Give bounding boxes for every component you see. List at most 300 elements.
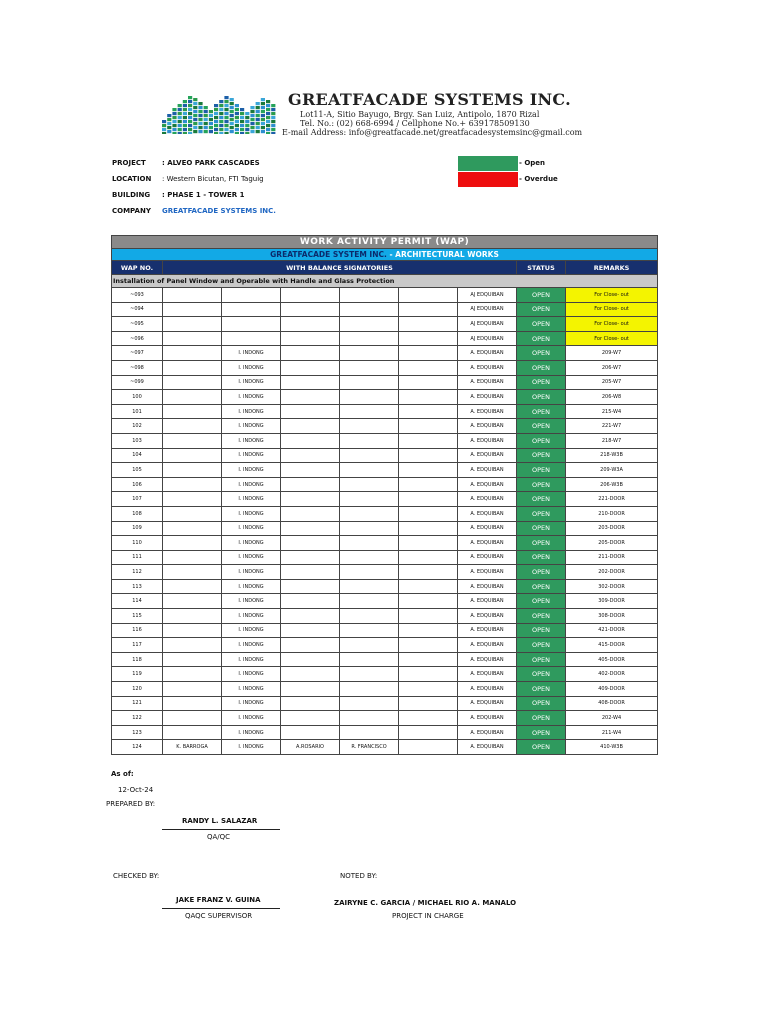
signatory-4-cell <box>340 375 399 390</box>
signatory-4-cell <box>340 317 399 332</box>
signatory-4-cell <box>340 404 399 419</box>
table-row <box>112 667 658 682</box>
signatory-6-cell: A. EDQUIBAN <box>458 346 517 361</box>
wap-no-cell: 117 <box>112 638 163 653</box>
remarks-cell: 218-W7 <box>566 433 658 448</box>
signatory-4-cell <box>340 463 399 478</box>
status-cell: OPEN <box>517 682 566 697</box>
signatory-5-cell <box>399 521 458 536</box>
wap-no-cell: ~098 <box>112 360 163 375</box>
remarks-cell: 410-W3B <box>566 740 658 755</box>
signatory-3-cell <box>281 579 340 594</box>
signatory-6-cell: A. EDQUIBAN <box>458 652 517 667</box>
status-cell: OPEN <box>517 448 566 463</box>
noted-by-role: PROJECT IN CHARGE <box>392 912 464 920</box>
wap-no-cell: 111 <box>112 550 163 565</box>
signatory-1-cell <box>163 623 222 638</box>
signatory-5-cell <box>399 696 458 711</box>
signatory-2-cell: I. INDONG <box>222 477 281 492</box>
table-title: WORK ACTIVITY PERMIT (WAP) <box>112 236 658 249</box>
signatory-1-cell <box>163 550 222 565</box>
signatory-1-cell <box>163 506 222 521</box>
table-row <box>112 506 658 521</box>
signatory-2-cell: I. INDONG <box>222 463 281 478</box>
remarks-cell: For Close- out <box>566 302 658 317</box>
status-cell: OPEN <box>517 346 566 361</box>
status-cell: OPEN <box>517 506 566 521</box>
status-cell: OPEN <box>517 696 566 711</box>
status-cell: OPEN <box>517 463 566 478</box>
signatory-1-cell <box>163 667 222 682</box>
signatory-6-cell: A. EDQUIBAN <box>458 463 517 478</box>
table-row <box>112 682 658 697</box>
signatory-3-cell <box>281 565 340 580</box>
remarks-cell: 206-W3B <box>566 477 658 492</box>
table-row <box>112 711 658 726</box>
signatory-6-cell: A. EDQUIBAN <box>458 609 517 624</box>
company-name: GREATFACADE SYSTEMS INC. <box>288 90 572 109</box>
signatory-2-cell: I. INDONG <box>222 725 281 740</box>
status-cell: OPEN <box>517 433 566 448</box>
signatory-4-cell <box>340 682 399 697</box>
wap-no-cell: 115 <box>112 609 163 624</box>
remarks-cell: 421-DOOR <box>566 623 658 638</box>
signatory-5-cell <box>399 317 458 332</box>
company-label: COMPANY <box>112 207 151 215</box>
signatory-3-cell <box>281 550 340 565</box>
wap-no-cell: 109 <box>112 521 163 536</box>
signatory-6-cell: A. EDQUIBAN <box>458 477 517 492</box>
checked-by-role: QAQC SUPERVISOR <box>185 912 253 920</box>
signatory-3-cell <box>281 667 340 682</box>
signatory-4-cell <box>340 492 399 507</box>
signatory-6-cell: A. EDQUIBAN <box>458 506 517 521</box>
table-row <box>112 302 658 317</box>
signatory-3-cell <box>281 492 340 507</box>
status-cell: OPEN <box>517 667 566 682</box>
signatory-2-cell: I. INDONG <box>222 419 281 434</box>
status-cell: OPEN <box>517 565 566 580</box>
wap-no-cell: 107 <box>112 492 163 507</box>
status-cell: OPEN <box>517 477 566 492</box>
signatory-3-cell <box>281 536 340 551</box>
remarks-cell: 211-W4 <box>566 725 658 740</box>
signatory-2-cell: I. INDONG <box>222 565 281 580</box>
signatory-6-cell: A. EDQUIBAN <box>458 521 517 536</box>
signatory-5-cell <box>399 550 458 565</box>
status-cell: OPEN <box>517 725 566 740</box>
subtitle-works: - ARCHITECTURAL WORKS <box>386 250 499 259</box>
header-wap-no: WAP NO. <box>112 261 163 275</box>
remarks-cell: 308-DOOR <box>566 609 658 624</box>
wap-no-cell: 119 <box>112 667 163 682</box>
signatory-5-cell <box>399 623 458 638</box>
location-label: LOCATION <box>112 175 152 183</box>
signatory-6-cell: A. EDQUIBAN <box>458 390 517 405</box>
status-cell: OPEN <box>517 404 566 419</box>
signatory-4-cell <box>340 696 399 711</box>
table-row <box>112 536 658 551</box>
remarks-cell: 205-W7 <box>566 375 658 390</box>
table-row <box>112 696 658 711</box>
signatory-1-cell <box>163 463 222 478</box>
signatory-3-cell <box>281 317 340 332</box>
remarks-cell: 209-W3A <box>566 463 658 478</box>
status-cell: OPEN <box>517 609 566 624</box>
signatory-4-cell <box>340 579 399 594</box>
project-value: : ALVEO PARK CASCADES <box>162 159 260 167</box>
signatory-1-cell: K. BARROGA <box>163 740 222 755</box>
signatory-5-cell <box>399 652 458 667</box>
signatory-2-cell: I. INDONG <box>222 360 281 375</box>
status-cell: OPEN <box>517 492 566 507</box>
status-cell: OPEN <box>517 638 566 653</box>
signatory-5-cell <box>399 638 458 653</box>
signatory-6-cell: A. EDQUIBAN <box>458 711 517 726</box>
prepared-signature-line <box>162 829 280 830</box>
remarks-cell: For Close- out <box>566 331 658 346</box>
wap-no-cell: 102 <box>112 419 163 434</box>
signatory-3-cell <box>281 419 340 434</box>
signatory-3-cell: A.ROSARIO <box>281 740 340 755</box>
signatory-4-cell <box>340 360 399 375</box>
building-value: : PHASE 1 - TOWER 1 <box>162 191 245 199</box>
signatory-1-cell <box>163 288 222 303</box>
signatory-4-cell <box>340 609 399 624</box>
signatory-2-cell: I. INDONG <box>222 390 281 405</box>
status-cell: OPEN <box>517 594 566 609</box>
status-cell: OPEN <box>517 521 566 536</box>
signatory-2-cell: I. INDONG <box>222 346 281 361</box>
signatory-5-cell <box>399 711 458 726</box>
signatory-1-cell <box>163 521 222 536</box>
signatory-4-cell <box>340 433 399 448</box>
signatory-1-cell <box>163 433 222 448</box>
wap-no-cell: 106 <box>112 477 163 492</box>
signatory-6-cell: AJ EDQUIBAN <box>458 302 517 317</box>
status-cell: OPEN <box>517 288 566 303</box>
remarks-cell: 202-W4 <box>566 711 658 726</box>
company-address: Lot11-A, Sitio Bayugo, Brgy. San Luiz, Antipolo, 1870 Rizal <box>300 110 540 119</box>
status-cell: OPEN <box>517 579 566 594</box>
table-row <box>112 360 658 375</box>
noted-by-label: NOTED BY: <box>340 872 378 880</box>
signatory-3-cell <box>281 609 340 624</box>
signatory-1-cell <box>163 360 222 375</box>
company-email: E-mail Address: info@greatfacade.net/greatfacadesystemsinc@gmail.com <box>282 128 583 137</box>
signatory-4-cell <box>340 711 399 726</box>
signatory-5-cell <box>399 346 458 361</box>
signatory-5-cell <box>399 288 458 303</box>
wap-no-cell: ~097 <box>112 346 163 361</box>
wap-no-cell: 123 <box>112 725 163 740</box>
signatory-2-cell: I. INDONG <box>222 404 281 419</box>
signatory-3-cell <box>281 433 340 448</box>
signatory-4-cell <box>340 331 399 346</box>
signatory-4-cell <box>340 623 399 638</box>
signatory-1-cell <box>163 725 222 740</box>
remarks-cell: 205-DOOR <box>566 536 658 551</box>
company-value: GREATFACADE SYSTEMS INC. <box>162 207 276 215</box>
signatory-5-cell <box>399 667 458 682</box>
signatory-2-cell <box>222 317 281 332</box>
company-tel: Tel. No.: (02) 668-6994 / Cellphone No.+ 639178509130 <box>300 119 530 128</box>
wap-no-cell: ~096 <box>112 331 163 346</box>
table-row <box>112 565 658 580</box>
table-row <box>112 346 658 361</box>
wap-no-cell: 118 <box>112 652 163 667</box>
signatory-2-cell: I. INDONG <box>222 506 281 521</box>
checked-by-name: JAKE FRANZ V. GUINA <box>176 896 261 904</box>
table-row <box>112 317 658 332</box>
signatory-5-cell <box>399 404 458 419</box>
table-row <box>112 594 658 609</box>
table-row <box>112 390 658 405</box>
signatory-2-cell: I. INDONG <box>222 550 281 565</box>
signatory-2-cell <box>222 288 281 303</box>
signatory-2-cell: I. INDONG <box>222 521 281 536</box>
status-cell: OPEN <box>517 375 566 390</box>
signatory-3-cell <box>281 360 340 375</box>
signatory-1-cell <box>163 302 222 317</box>
remarks-cell: 309-DOOR <box>566 594 658 609</box>
signatory-3-cell <box>281 594 340 609</box>
signatory-5-cell <box>399 463 458 478</box>
wap-no-cell: 114 <box>112 594 163 609</box>
noted-by-name: ZAIRYNE C. GARCIA / MICHAEL RIO A. MANALO <box>334 899 517 907</box>
signatory-4-cell <box>340 725 399 740</box>
signatory-2-cell: I. INDONG <box>222 696 281 711</box>
signatory-1-cell <box>163 609 222 624</box>
signatory-1-cell <box>163 375 222 390</box>
signatory-6-cell: A. EDQUIBAN <box>458 404 517 419</box>
signatory-6-cell: A. EDQUIBAN <box>458 682 517 697</box>
building-label: BUILDING <box>112 191 151 199</box>
signatory-5-cell <box>399 477 458 492</box>
signatory-2-cell: I. INDONG <box>222 579 281 594</box>
status-cell: OPEN <box>517 550 566 565</box>
signatory-1-cell <box>163 390 222 405</box>
signatory-2-cell: I. INDONG <box>222 594 281 609</box>
remarks-cell: 405-DOOR <box>566 652 658 667</box>
status-cell: OPEN <box>517 360 566 375</box>
signatory-1-cell <box>163 682 222 697</box>
signatory-6-cell: A. EDQUIBAN <box>458 375 517 390</box>
signatory-4-cell <box>340 390 399 405</box>
signatory-1-cell <box>163 565 222 580</box>
signatory-4-cell <box>340 448 399 463</box>
signatory-2-cell: I. INDONG <box>222 623 281 638</box>
table-row <box>112 463 658 478</box>
signatory-4-cell: R. FRANCISCO <box>340 740 399 755</box>
wap-no-cell: 105 <box>112 463 163 478</box>
signatory-6-cell: A. EDQUIBAN <box>458 448 517 463</box>
signatory-2-cell: I. INDONG <box>222 375 281 390</box>
status-cell: OPEN <box>517 740 566 755</box>
signatory-2-cell: I. INDONG <box>222 652 281 667</box>
legend-open-swatch <box>458 156 518 171</box>
wap-no-cell: 124 <box>112 740 163 755</box>
remarks-cell: For Close- out <box>566 288 658 303</box>
checked-signature-line <box>162 908 280 909</box>
signatory-6-cell: A. EDQUIBAN <box>458 419 517 434</box>
table-row <box>112 448 658 463</box>
signatory-1-cell <box>163 696 222 711</box>
signatory-3-cell <box>281 288 340 303</box>
signatory-3-cell <box>281 696 340 711</box>
signatory-3-cell <box>281 652 340 667</box>
remarks-cell: 221-W7 <box>566 419 658 434</box>
signatory-1-cell <box>163 477 222 492</box>
table-row <box>112 638 658 653</box>
wap-no-cell: ~095 <box>112 317 163 332</box>
signatory-3-cell <box>281 302 340 317</box>
table-row <box>112 550 658 565</box>
section-title: Installation of Panel Window and Operable with Handle and Glass Protection <box>112 275 658 288</box>
status-cell: OPEN <box>517 317 566 332</box>
as-of-date: 12-Oct-24 <box>118 786 154 794</box>
signatory-5-cell <box>399 302 458 317</box>
status-cell: OPEN <box>517 623 566 638</box>
legend-overdue-label: - Overdue <box>519 175 558 183</box>
signatory-1-cell <box>163 317 222 332</box>
remarks-cell: 402-DOOR <box>566 667 658 682</box>
remarks-cell: 210-DOOR <box>566 506 658 521</box>
status-cell: OPEN <box>517 331 566 346</box>
remarks-cell: For Close- out <box>566 317 658 332</box>
signatory-1-cell <box>163 594 222 609</box>
signatory-3-cell <box>281 638 340 653</box>
as-of-label: As of: <box>111 770 134 778</box>
signatory-4-cell <box>340 594 399 609</box>
signatory-5-cell <box>399 375 458 390</box>
signatory-1-cell <box>163 711 222 726</box>
remarks-cell: 221-DOOR <box>566 492 658 507</box>
signatory-3-cell <box>281 375 340 390</box>
wap-no-cell: 122 <box>112 711 163 726</box>
wap-no-cell: ~094 <box>112 302 163 317</box>
signatory-3-cell <box>281 390 340 405</box>
signatory-2-cell: I. INDONG <box>222 536 281 551</box>
remarks-cell: 203-DOOR <box>566 521 658 536</box>
signatory-6-cell: A. EDQUIBAN <box>458 638 517 653</box>
signatory-5-cell <box>399 448 458 463</box>
signatory-6-cell: A. EDQUIBAN <box>458 623 517 638</box>
header-signatories: WITH BALANCE SIGNATORIES <box>163 261 517 275</box>
signatory-3-cell <box>281 463 340 478</box>
signatory-3-cell <box>281 477 340 492</box>
header-status: STATUS <box>517 261 566 275</box>
signatory-2-cell: I. INDONG <box>222 667 281 682</box>
signatory-5-cell <box>399 433 458 448</box>
table-row <box>112 609 658 624</box>
legend-overdue-swatch <box>458 172 518 187</box>
signatory-4-cell <box>340 521 399 536</box>
signatory-2-cell: I. INDONG <box>222 682 281 697</box>
remarks-cell: 415-DOOR <box>566 638 658 653</box>
remarks-cell: 302-DOOR <box>566 579 658 594</box>
signatory-5-cell <box>399 536 458 551</box>
wap-no-cell: 113 <box>112 579 163 594</box>
location-value: : Western Bicutan, FTI Taguig <box>162 175 264 183</box>
signatory-6-cell: A. EDQUIBAN <box>458 360 517 375</box>
table-row <box>112 331 658 346</box>
remarks-cell: 202-DOOR <box>566 565 658 580</box>
signatory-2-cell: I. INDONG <box>222 740 281 755</box>
signatory-2-cell: I. INDONG <box>222 492 281 507</box>
signatory-5-cell <box>399 419 458 434</box>
signatory-6-cell: A. EDQUIBAN <box>458 536 517 551</box>
signatory-5-cell <box>399 565 458 580</box>
prepared-by-label: PREPARED BY: <box>106 800 156 808</box>
signatory-5-cell <box>399 506 458 521</box>
signatory-5-cell <box>399 740 458 755</box>
status-cell: OPEN <box>517 711 566 726</box>
subtitle-company: GREATFACADE SYSTEM INC. <box>270 250 387 259</box>
wap-no-cell: ~099 <box>112 375 163 390</box>
signatory-2-cell: I. INDONG <box>222 638 281 653</box>
signatory-2-cell: I. INDONG <box>222 433 281 448</box>
signatory-5-cell <box>399 360 458 375</box>
signatory-4-cell <box>340 550 399 565</box>
signatory-4-cell <box>340 565 399 580</box>
header-remarks: REMARKS <box>566 261 658 275</box>
remarks-cell: 206-W7 <box>566 360 658 375</box>
table-row <box>112 404 658 419</box>
signatory-6-cell: AJ EDQUIBAN <box>458 288 517 303</box>
signatory-6-cell: A. EDQUIBAN <box>458 492 517 507</box>
wap-no-cell: 101 <box>112 404 163 419</box>
wap-no-cell: ~093 <box>112 288 163 303</box>
signatory-2-cell: I. INDONG <box>222 448 281 463</box>
signatory-1-cell <box>163 536 222 551</box>
signatory-3-cell <box>281 521 340 536</box>
project-label: PROJECT <box>112 159 146 167</box>
signatory-6-cell: A. EDQUIBAN <box>458 725 517 740</box>
signatory-1-cell <box>163 419 222 434</box>
wap-no-cell: 112 <box>112 565 163 580</box>
signatory-3-cell <box>281 725 340 740</box>
table-row <box>112 521 658 536</box>
table-subtitle <box>112 249 658 261</box>
signatory-6-cell: A. EDQUIBAN <box>458 579 517 594</box>
remarks-cell: 408-DOOR <box>566 696 658 711</box>
signatory-5-cell <box>399 725 458 740</box>
table-row <box>112 725 658 740</box>
signatory-3-cell <box>281 404 340 419</box>
table-row <box>112 288 658 303</box>
signatory-3-cell <box>281 346 340 361</box>
signatory-5-cell <box>399 609 458 624</box>
status-cell: OPEN <box>517 419 566 434</box>
remarks-cell: 409-DOOR <box>566 682 658 697</box>
signatory-4-cell <box>340 419 399 434</box>
signatory-5-cell <box>399 594 458 609</box>
prepared-by-name: RANDY L. SALAZAR <box>182 817 258 825</box>
signatory-1-cell <box>163 652 222 667</box>
signatory-3-cell <box>281 682 340 697</box>
signatory-5-cell <box>399 579 458 594</box>
signatory-6-cell: AJ EDQUIBAN <box>458 331 517 346</box>
wap-no-cell: 121 <box>112 696 163 711</box>
signatory-6-cell: AJ EDQUIBAN <box>458 317 517 332</box>
status-cell: OPEN <box>517 390 566 405</box>
status-cell: OPEN <box>517 302 566 317</box>
signatory-2-cell: I. INDONG <box>222 609 281 624</box>
table-row <box>112 740 658 755</box>
remarks-cell: 209-W7 <box>566 346 658 361</box>
wap-no-cell: 100 <box>112 390 163 405</box>
